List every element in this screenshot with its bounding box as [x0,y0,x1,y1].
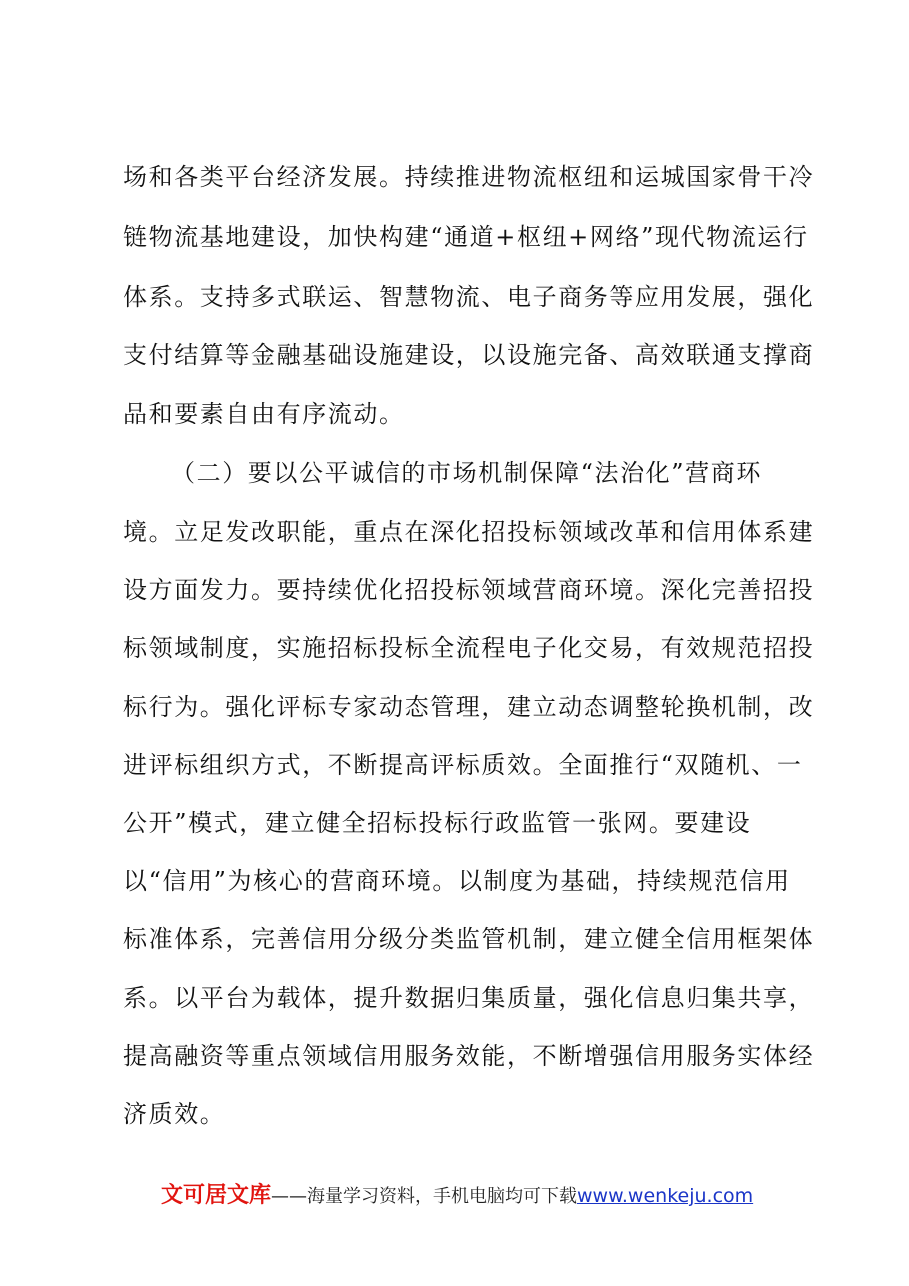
footer-banner [161,1181,753,1211]
body-text-line-3: 体系。支持多式联运、智慧物流、电子商务等应用发展，强化 [123,283,815,311]
section-heading-line: （二）要以公平诚信的市场机制保障“法治化”营商环 [171,459,762,487]
footer-slogan: 海量学习资料，手机电脑均可下载 [307,1186,578,1207]
body-text-line-2: 链物流基地建设，加快构建“通道+枢纽+网络”现代物流运行 [123,223,809,251]
body-text-line-12: 公开”模式，建立健全招标投标行政监管一张网。要建设 [123,809,752,837]
body-text-line-14: 标准体系，完善信用分级分类监管机制，建立健全信用框架体 [123,925,815,953]
body-text-line-16: 提高融资等重点领域信用服务效能，不断增强信用服务实体经 [123,1042,815,1070]
body-text-line-10: 标行为。强化评标专家动态管理，建立动态调整轮换机制，改 [123,693,815,721]
body-text-line-4: 支付结算等金融基础设施建设，以设施完备、高效联通支撑商 [123,341,815,369]
body-text-line-17: 济质效。 [123,1100,226,1128]
footer-brand: 文可居文库 [161,1183,272,1208]
body-text-line-5: 品和要素自由有序流动。 [123,400,405,428]
body-text-line-13: 以“信用”为核心的营商环境。以制度为基础，持续规范信用 [123,867,791,895]
body-text-line-11: 进评标组织方式，不断提高评标质效。全面推行“双随机、一 [123,751,803,779]
body-text-line-8: 设方面发力。要持续优化招投标领域营商环境。深化完善招投 [123,576,815,604]
footer-url-link[interactable]: www.wenkeju.com [577,1185,754,1207]
body-text-line-15: 系。以平台为载体，提升数据归集质量，强化信息归集共享， [123,984,815,1012]
body-text-line-9: 标领域制度，实施招标投标全流程电子化交易，有效规范招投 [123,634,815,662]
body-text-line-7: 境。立足发改职能，重点在深化招投标领域改革和信用体系建 [123,518,815,546]
footer-dash: —— [271,1186,308,1207]
body-text-line-1: 场和各类平台经济发展。持续推进物流枢纽和运城国家骨干冷 [123,163,815,191]
